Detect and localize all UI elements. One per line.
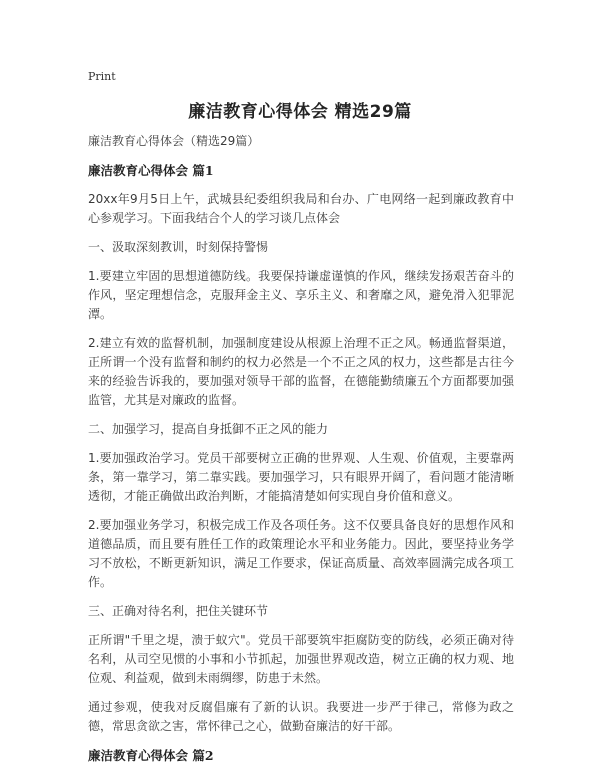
paragraph: 1.要加强政治学习。党员干部要树立正确的世界观、人生观、价值观，主要靠两条，第一靠学习，第二靠实践。要加强学习，只有眼界开阔了，看问题才能清晰透彻，才能正确做出政治判断，才能搞清楚如何实现自身价值和意义。 — [88, 451, 514, 503]
paragraph: 1.要建立牢固的思想道德防线。我要保持谦虚谨慎的作风，继续发扬艰苦奋斗的作风，坚定理想信念，克服拜金主义、享乐主义、和奢靡之风，避免滑入犯罪泥潭。 — [88, 269, 514, 321]
subheading-1: 一、汲取深刻教训，时刻保持警惕 — [88, 240, 269, 254]
document-title: 廉洁教育心得体会 精选29篇 — [188, 102, 412, 122]
section-heading-1: 廉洁教育心得体会 篇1 — [88, 163, 214, 178]
subheading-2: 二、加强学习，提高自身抵御不正之风的能力 — [88, 422, 329, 436]
print-label[interactable]: Print — [88, 70, 116, 83]
document-body — [88, 132, 514, 775]
intro-line: 廉洁教育心得体会（精选29篇） — [88, 134, 260, 148]
closing-paragraph: 通过参观，使我对反腐倡廉有了新的认识。我要进一步严于律己，常修为政之德，常思贪欲之害，常怀律己之心，做勤奋廉洁的好干部。 — [88, 700, 514, 733]
paragraph: 正所谓"千里之堤，溃于蚁穴"。党员干部要筑牢拒腐防变的防线，必须正确对待名利，从司空见惯的小事和小节抓起，加强世界观改造，树立正确的权力观、地位观、利益观，做到未雨绸缪，防患于未然。 — [88, 633, 514, 685]
paragraph: 2.要加强业务学习，积极完成工作及各项任务。这不仅要具备良好的思想作风和道德品质，而且要有胜任工作的政策理论水平和业务能力。因此，要坚持业务学习不放松，不断更新知识，满足工作要求，保证高质量、高效率圆满完成各项工作。 — [88, 518, 514, 589]
paragraph: 2.建立有效的监督机制，加强制度建设从根源上治理不正之风。畅通监督渠道，正所谓一个没有监督和制约的权力必然是一个不正之风的权力，这些都是古往今来的经验告诉我的，要加强对领导干部的监督，在德能勤绩廉五个方面都要加强监管，尤其是对廉政的监督。 — [88, 336, 514, 407]
section-heading-2: 廉洁教育心得体会 篇2 — [88, 748, 214, 763]
subheading-3: 三、正确对待名利，把住关键环节 — [88, 604, 269, 618]
paragraph: 20xx年9月5日上午，武城县纪委组织我局和台办、广电网络一起到廉政教育中心参观学习。下面我结合个人的学习谈几点体会 — [88, 192, 514, 225]
